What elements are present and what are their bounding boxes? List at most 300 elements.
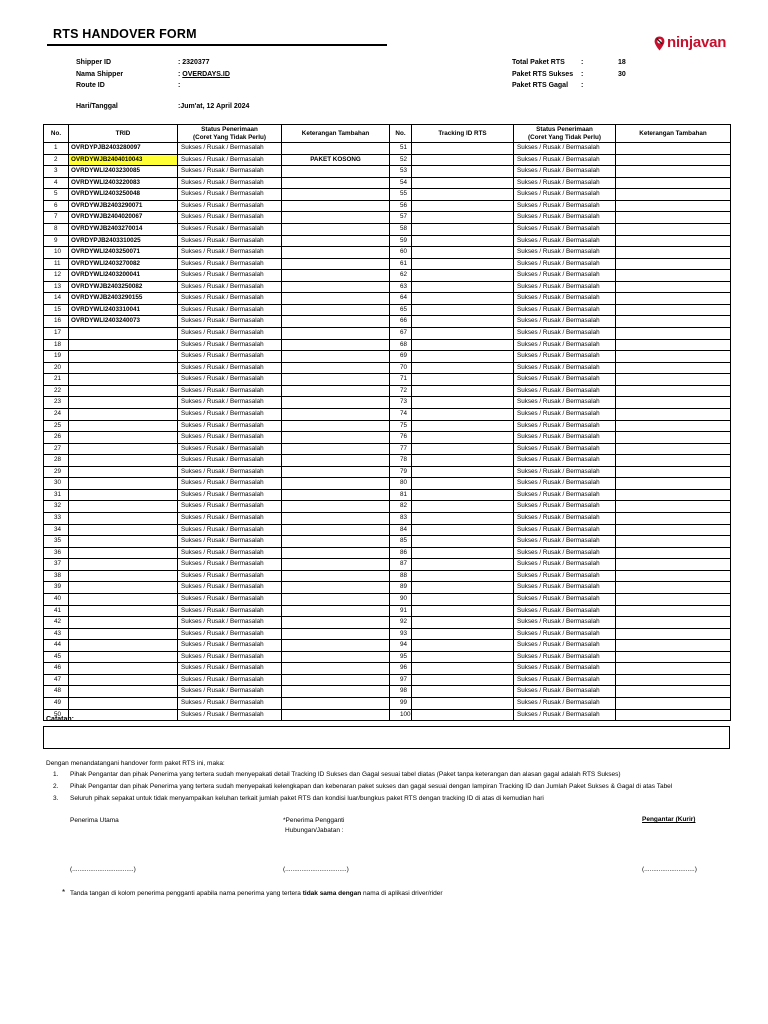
- keterangan-cell: [282, 328, 390, 340]
- footnote-asterisk: *: [62, 888, 66, 897]
- status-cell-2: Sukses / Rusak / Bermasalah: [514, 247, 616, 259]
- keterangan-cell: [282, 189, 390, 201]
- status-cell: Sukses / Rusak / Bermasalah: [178, 420, 282, 432]
- status-cell-2: Sukses / Rusak / Bermasalah: [514, 501, 616, 513]
- row-number: 28: [44, 455, 69, 467]
- trid-cell: OVRDYWLI2403250048: [69, 189, 178, 201]
- keterangan-cell-2: [616, 536, 731, 548]
- tracking-id-cell: [412, 536, 514, 548]
- row-number-2: 71: [390, 374, 412, 386]
- catatan-input[interactable]: [43, 726, 730, 749]
- keterangan-cell: [282, 432, 390, 444]
- tracking-id-cell: [412, 455, 514, 467]
- tracking-id-cell: [412, 270, 514, 282]
- trid-cell: [69, 408, 178, 420]
- status-cell: Sukses / Rusak / Bermasalah: [178, 478, 282, 490]
- table-row: [44, 628, 731, 640]
- penerima-utama-label: Penerima Utama: [70, 817, 119, 824]
- row-number-2: 54: [390, 177, 412, 189]
- keterangan-cell: [282, 559, 390, 571]
- keterangan-cell: [282, 166, 390, 178]
- row-number: 30: [44, 478, 69, 490]
- trid-cell: [69, 489, 178, 501]
- keterangan-cell: [282, 513, 390, 525]
- signature-line-pengantar[interactable]: (............................): [642, 866, 697, 873]
- table-row: [44, 536, 731, 548]
- col-header-no: No.: [44, 125, 69, 143]
- keterangan-cell: [282, 501, 390, 513]
- tracking-id-cell: [412, 686, 514, 698]
- status-cell: Sukses / Rusak / Bermasalah: [178, 143, 282, 155]
- status-cell-2: Sukses / Rusak / Bermasalah: [514, 709, 616, 721]
- trid-cell: OVRDYWLI2403220083: [69, 177, 178, 189]
- date-value: :Jum'at, 12 April 2024: [178, 103, 250, 110]
- row-number: 24: [44, 408, 69, 420]
- keterangan-cell: [282, 617, 390, 629]
- keterangan-cell-2: [616, 651, 731, 663]
- total-rts-label: Total Paket RTS: [512, 59, 565, 66]
- table-row: [44, 328, 731, 340]
- table-row: [44, 247, 731, 259]
- table-row: [44, 489, 731, 501]
- row-number-2: 56: [390, 200, 412, 212]
- row-number-2: 96: [390, 663, 412, 675]
- shipper-name-value: : OVERDAYS.ID: [178, 71, 230, 78]
- table-row: [44, 200, 731, 212]
- status-cell-2: Sukses / Rusak / Bermasalah: [514, 351, 616, 363]
- term-text: Pihak Pengantar dan pihak Penerima yang tertera sudah menyepakati detail Tracking ID Sukses dan Gagal sesuai tabel diatas (Paket tanpa keterangan dan alasan gagal adalah RTS Sukses): [70, 771, 621, 778]
- keterangan-cell: [282, 593, 390, 605]
- row-number-2: 70: [390, 362, 412, 374]
- row-number: 2: [44, 154, 69, 166]
- trid-cell: [69, 617, 178, 629]
- keterangan-cell: [282, 385, 390, 397]
- trid-cell: OVRDYWLI2403250071: [69, 247, 178, 259]
- status-cell: Sukses / Rusak / Bermasalah: [178, 281, 282, 293]
- keterangan-cell: [282, 489, 390, 501]
- status-cell: Sukses / Rusak / Bermasalah: [178, 559, 282, 571]
- brand-name: ninjavan: [667, 34, 727, 51]
- status-cell: Sukses / Rusak / Bermasalah: [178, 247, 282, 259]
- row-number-2: 78: [390, 455, 412, 467]
- keterangan-cell-2: [616, 143, 731, 155]
- trid-cell: [69, 651, 178, 663]
- table-row: [44, 443, 731, 455]
- status-cell: Sukses / Rusak / Bermasalah: [178, 663, 282, 675]
- term-number: 3.: [53, 795, 59, 802]
- table-row: [44, 177, 731, 189]
- trid-cell: [69, 443, 178, 455]
- table-row: [44, 223, 731, 235]
- tracking-id-cell: [412, 605, 514, 617]
- status-cell: Sukses / Rusak / Bermasalah: [178, 235, 282, 247]
- status-cell-2: Sukses / Rusak / Bermasalah: [514, 397, 616, 409]
- keterangan-cell-2: [616, 582, 731, 594]
- status-cell: Sukses / Rusak / Bermasalah: [178, 686, 282, 698]
- trid-cell: [69, 501, 178, 513]
- row-number-2: 55: [390, 189, 412, 201]
- keterangan-cell-2: [616, 177, 731, 189]
- keterangan-cell-2: [616, 698, 731, 710]
- status-cell-2: Sukses / Rusak / Bermasalah: [514, 154, 616, 166]
- tracking-id-cell: [412, 698, 514, 710]
- table-row: [44, 281, 731, 293]
- trid-cell: [69, 536, 178, 548]
- trid-cell: [69, 559, 178, 571]
- tracking-id-cell: [412, 316, 514, 328]
- signature-line-penerima-pengganti[interactable]: (..................................): [283, 866, 349, 873]
- status-cell: Sukses / Rusak / Bermasalah: [178, 582, 282, 594]
- keterangan-cell-2: [616, 293, 731, 305]
- keterangan-cell: [282, 628, 390, 640]
- keterangan-cell-2: [616, 235, 731, 247]
- total-rts-value: 18: [618, 59, 626, 66]
- row-number-2: 63: [390, 281, 412, 293]
- row-number-2: 66: [390, 316, 412, 328]
- row-number-2: 87: [390, 559, 412, 571]
- col-header-keterangan: Keterangan Tambahan: [282, 125, 390, 143]
- tracking-id-cell: [412, 501, 514, 513]
- keterangan-cell: [282, 605, 390, 617]
- term-text: Pihak Pengantar dan pihak Penerima yang tertera sudah menyepakati kelengkapan dan kebenaran paket sukses dan gagal sesuai dengan lampiran Tracking ID dan Jumlah Paket Sukses & Gagal di atas Tabel: [70, 783, 673, 790]
- status-cell-2: Sukses / Rusak / Bermasalah: [514, 513, 616, 525]
- status-cell: Sukses / Rusak / Bermasalah: [178, 362, 282, 374]
- status-cell: Sukses / Rusak / Bermasalah: [178, 617, 282, 629]
- row-number: 43: [44, 628, 69, 640]
- trid-cell: OVRDYWJB2404020067: [69, 212, 178, 224]
- keterangan-cell: [282, 466, 390, 478]
- keterangan-cell-2: [616, 466, 731, 478]
- row-number: 50: [44, 709, 69, 721]
- col-header-keterangan-2: Keterangan Tambahan: [616, 125, 731, 143]
- keterangan-cell: [282, 212, 390, 224]
- status-cell: Sukses / Rusak / Bermasalah: [178, 200, 282, 212]
- row-number: 32: [44, 501, 69, 513]
- keterangan-cell-2: [616, 385, 731, 397]
- status-cell: Sukses / Rusak / Bermasalah: [178, 536, 282, 548]
- status-cell: Sukses / Rusak / Bermasalah: [178, 223, 282, 235]
- table-row: [44, 408, 731, 420]
- tracking-id-cell: [412, 143, 514, 155]
- tracking-id-cell: [412, 166, 514, 178]
- trid-cell: OVRDYWLI2403200041: [69, 270, 178, 282]
- keterangan-cell: [282, 316, 390, 328]
- table-row: [44, 674, 731, 686]
- keterangan-cell-2: [616, 212, 731, 224]
- tracking-id-cell: [412, 212, 514, 224]
- row-number: 36: [44, 547, 69, 559]
- tracking-id-cell: [412, 304, 514, 316]
- table-row: [44, 709, 731, 721]
- keterangan-cell-2: [616, 374, 731, 386]
- shipper-name-label: Nama Shipper: [76, 71, 124, 78]
- row-number: 33: [44, 513, 69, 525]
- table-row: [44, 166, 731, 178]
- status-cell-2: Sukses / Rusak / Bermasalah: [514, 235, 616, 247]
- status-cell-2: Sukses / Rusak / Bermasalah: [514, 189, 616, 201]
- row-number-2: 51: [390, 143, 412, 155]
- tracking-id-cell: [412, 443, 514, 455]
- col-header-no-2: No.: [390, 125, 412, 143]
- status-cell: Sukses / Rusak / Bermasalah: [178, 328, 282, 340]
- table-row: [44, 501, 731, 513]
- table-row: [44, 570, 731, 582]
- trid-cell: [69, 674, 178, 686]
- table-row: [44, 374, 731, 386]
- keterangan-cell-2: [616, 304, 731, 316]
- keterangan-cell: [282, 524, 390, 536]
- keterangan-cell-2: [616, 189, 731, 201]
- status-cell-2: Sukses / Rusak / Bermasalah: [514, 223, 616, 235]
- row-number: 44: [44, 640, 69, 652]
- table-row: [44, 258, 731, 270]
- table-row: [44, 605, 731, 617]
- row-number: 8: [44, 223, 69, 235]
- status-cell: Sukses / Rusak / Bermasalah: [178, 432, 282, 444]
- rts-gagal-label: Paket RTS Gagal: [512, 82, 569, 89]
- keterangan-cell: [282, 270, 390, 282]
- keterangan-cell: [282, 455, 390, 467]
- status-cell: Sukses / Rusak / Bermasalah: [178, 674, 282, 686]
- keterangan-cell-2: [616, 559, 731, 571]
- keterangan-cell-2: [616, 524, 731, 536]
- trid-cell: OVRDYWJB2403290071: [69, 200, 178, 212]
- keterangan-cell-2: [616, 258, 731, 270]
- status-cell-2: Sukses / Rusak / Bermasalah: [514, 686, 616, 698]
- row-number: 31: [44, 489, 69, 501]
- status-cell: Sukses / Rusak / Bermasalah: [178, 501, 282, 513]
- keterangan-cell-2: [616, 316, 731, 328]
- keterangan-cell: [282, 709, 390, 721]
- trid-cell: [69, 663, 178, 675]
- keterangan-cell: [282, 143, 390, 155]
- row-number: 40: [44, 593, 69, 605]
- table-row: [44, 397, 731, 409]
- keterangan-cell-2: [616, 432, 731, 444]
- status-cell: Sukses / Rusak / Bermasalah: [178, 374, 282, 386]
- total-rts-colon: :: [581, 59, 584, 66]
- row-number: 20: [44, 362, 69, 374]
- row-number: 4: [44, 177, 69, 189]
- status-cell: Sukses / Rusak / Bermasalah: [178, 524, 282, 536]
- tracking-id-cell: [412, 200, 514, 212]
- status-cell-2: Sukses / Rusak / Bermasalah: [514, 478, 616, 490]
- keterangan-cell: [282, 235, 390, 247]
- keterangan-cell: [282, 536, 390, 548]
- row-number-2: 74: [390, 408, 412, 420]
- keterangan-cell-2: [616, 247, 731, 259]
- status-cell: Sukses / Rusak / Bermasalah: [178, 628, 282, 640]
- tracking-id-cell: [412, 570, 514, 582]
- status-cell-2: Sukses / Rusak / Bermasalah: [514, 640, 616, 652]
- row-number: 15: [44, 304, 69, 316]
- row-number-2: 84: [390, 524, 412, 536]
- table-row: [44, 270, 731, 282]
- row-number-2: 94: [390, 640, 412, 652]
- table-row: [44, 235, 731, 247]
- keterangan-cell-2: [616, 154, 731, 166]
- status-cell-2: Sukses / Rusak / Bermasalah: [514, 362, 616, 374]
- keterangan-cell-2: [616, 339, 731, 351]
- keterangan-cell: [282, 674, 390, 686]
- row-number-2: 68: [390, 339, 412, 351]
- table-row: [44, 362, 731, 374]
- table-row: [44, 432, 731, 444]
- rts-sukses-colon: :: [581, 71, 584, 78]
- table-body: [44, 143, 731, 721]
- keterangan-cell-2: [616, 270, 731, 282]
- status-cell-2: Sukses / Rusak / Bermasalah: [514, 605, 616, 617]
- row-number-2: 95: [390, 651, 412, 663]
- rts-gagal-colon: :: [581, 82, 584, 89]
- keterangan-cell: [282, 547, 390, 559]
- row-number-2: 75: [390, 420, 412, 432]
- status-cell-2: Sukses / Rusak / Bermasalah: [514, 304, 616, 316]
- status-cell-2: Sukses / Rusak / Bermasalah: [514, 293, 616, 305]
- row-number-2: 92: [390, 617, 412, 629]
- table-row: [44, 143, 731, 155]
- trid-cell: [69, 582, 178, 594]
- table-row: [44, 478, 731, 490]
- status-cell: Sukses / Rusak / Bermasalah: [178, 304, 282, 316]
- status-cell-2: Sukses / Rusak / Bermasalah: [514, 617, 616, 629]
- table-row: [44, 420, 731, 432]
- shipper-id-value: : 2320377: [178, 59, 210, 66]
- status-cell: Sukses / Rusak / Bermasalah: [178, 293, 282, 305]
- row-number: 25: [44, 420, 69, 432]
- tracking-id-cell: [412, 177, 514, 189]
- status-cell: Sukses / Rusak / Bermasalah: [178, 547, 282, 559]
- trid-cell: [69, 362, 178, 374]
- tracking-id-cell: [412, 547, 514, 559]
- trid-cell: [69, 328, 178, 340]
- row-number: 38: [44, 570, 69, 582]
- keterangan-cell-2: [616, 408, 731, 420]
- map-pin-icon: [654, 36, 665, 51]
- row-number: 41: [44, 605, 69, 617]
- route-id-value: :: [178, 82, 181, 89]
- status-cell: Sukses / Rusak / Bermasalah: [178, 605, 282, 617]
- keterangan-cell: [282, 397, 390, 409]
- row-number: 3: [44, 166, 69, 178]
- row-number-2: 65: [390, 304, 412, 316]
- keterangan-cell: [282, 223, 390, 235]
- status-cell-2: Sukses / Rusak / Bermasalah: [514, 593, 616, 605]
- row-number: 13: [44, 281, 69, 293]
- status-cell-2: Sukses / Rusak / Bermasalah: [514, 258, 616, 270]
- tracking-id-cell: [412, 351, 514, 363]
- tracking-id-cell: [412, 663, 514, 675]
- table-row: [44, 698, 731, 710]
- keterangan-cell: [282, 698, 390, 710]
- tracking-id-cell: [412, 640, 514, 652]
- row-number-2: 93: [390, 628, 412, 640]
- keterangan-cell-2: [616, 501, 731, 513]
- trid-cell: [69, 374, 178, 386]
- keterangan-cell: [282, 362, 390, 374]
- signature-line-penerima-utama[interactable]: (..................................): [70, 866, 136, 873]
- table-row: [44, 651, 731, 663]
- status-cell-2: Sukses / Rusak / Bermasalah: [514, 489, 616, 501]
- trid-cell: OVRDYWLI2403240073: [69, 316, 178, 328]
- row-number: 45: [44, 651, 69, 663]
- row-number-2: 76: [390, 432, 412, 444]
- row-number: 12: [44, 270, 69, 282]
- keterangan-cell: [282, 686, 390, 698]
- table-row: [44, 189, 731, 201]
- trid-cell: [69, 478, 178, 490]
- keterangan-cell: [282, 304, 390, 316]
- footnote-text: Tanda tangan di kolom penerima pengganti apabila nama penerima yang tertera tidak sama dengan nama di aplikasi driver/rider: [70, 890, 443, 897]
- table-row: [44, 212, 731, 224]
- title-underline: [47, 44, 387, 46]
- trid-cell: OVRDYWLI2403310041: [69, 304, 178, 316]
- keterangan-cell: PAKET KOSONG: [282, 154, 390, 166]
- row-number-2: 57: [390, 212, 412, 224]
- trid-cell: [69, 524, 178, 536]
- keterangan-cell: [282, 408, 390, 420]
- row-number: 35: [44, 536, 69, 548]
- status-cell: Sukses / Rusak / Bermasalah: [178, 385, 282, 397]
- keterangan-cell-2: [616, 674, 731, 686]
- keterangan-cell-2: [616, 617, 731, 629]
- keterangan-cell-2: [616, 223, 731, 235]
- status-cell: Sukses / Rusak / Bermasalah: [178, 154, 282, 166]
- table-row: [44, 154, 731, 166]
- row-number-2: 82: [390, 501, 412, 513]
- table-row: [44, 617, 731, 629]
- status-cell-2: Sukses / Rusak / Bermasalah: [514, 374, 616, 386]
- keterangan-cell-2: [616, 547, 731, 559]
- terms-intro: Dengan menandatangani handover form paket RTS ini, maka:: [46, 760, 225, 767]
- keterangan-cell-2: [616, 351, 731, 363]
- row-number-2: 69: [390, 351, 412, 363]
- row-number: 1: [44, 143, 69, 155]
- row-number-2: 73: [390, 397, 412, 409]
- trid-cell: [69, 605, 178, 617]
- tracking-id-cell: [412, 408, 514, 420]
- trid-cell: [69, 547, 178, 559]
- keterangan-cell-2: [616, 200, 731, 212]
- keterangan-cell-2: [616, 362, 731, 374]
- table-row: [44, 593, 731, 605]
- status-cell-2: Sukses / Rusak / Bermasalah: [514, 316, 616, 328]
- trid-cell: OVRDYWJB2403290155: [69, 293, 178, 305]
- keterangan-cell-2: [616, 478, 731, 490]
- status-cell: Sukses / Rusak / Bermasalah: [178, 489, 282, 501]
- keterangan-cell: [282, 351, 390, 363]
- col-header-status-2: Status Penerimaan (Coret Yang Tidak Perlu): [514, 125, 616, 143]
- status-cell-2: Sukses / Rusak / Bermasalah: [514, 663, 616, 675]
- keterangan-cell: [282, 651, 390, 663]
- row-number-2: 62: [390, 270, 412, 282]
- tracking-id-cell: [412, 420, 514, 432]
- row-number: 5: [44, 189, 69, 201]
- status-cell-2: Sukses / Rusak / Bermasalah: [514, 698, 616, 710]
- tracking-id-cell: [412, 281, 514, 293]
- status-cell-2: Sukses / Rusak / Bermasalah: [514, 524, 616, 536]
- rts-sukses-label: Paket RTS Sukses: [512, 71, 574, 78]
- row-number: 10: [44, 247, 69, 259]
- trid-cell: [69, 339, 178, 351]
- row-number-2: 80: [390, 478, 412, 490]
- status-cell-2: Sukses / Rusak / Bermasalah: [514, 200, 616, 212]
- row-number: 27: [44, 443, 69, 455]
- row-number: 37: [44, 559, 69, 571]
- status-cell: Sukses / Rusak / Bermasalah: [178, 258, 282, 270]
- status-cell-2: Sukses / Rusak / Bermasalah: [514, 408, 616, 420]
- rts-sukses-value: 30: [618, 71, 626, 78]
